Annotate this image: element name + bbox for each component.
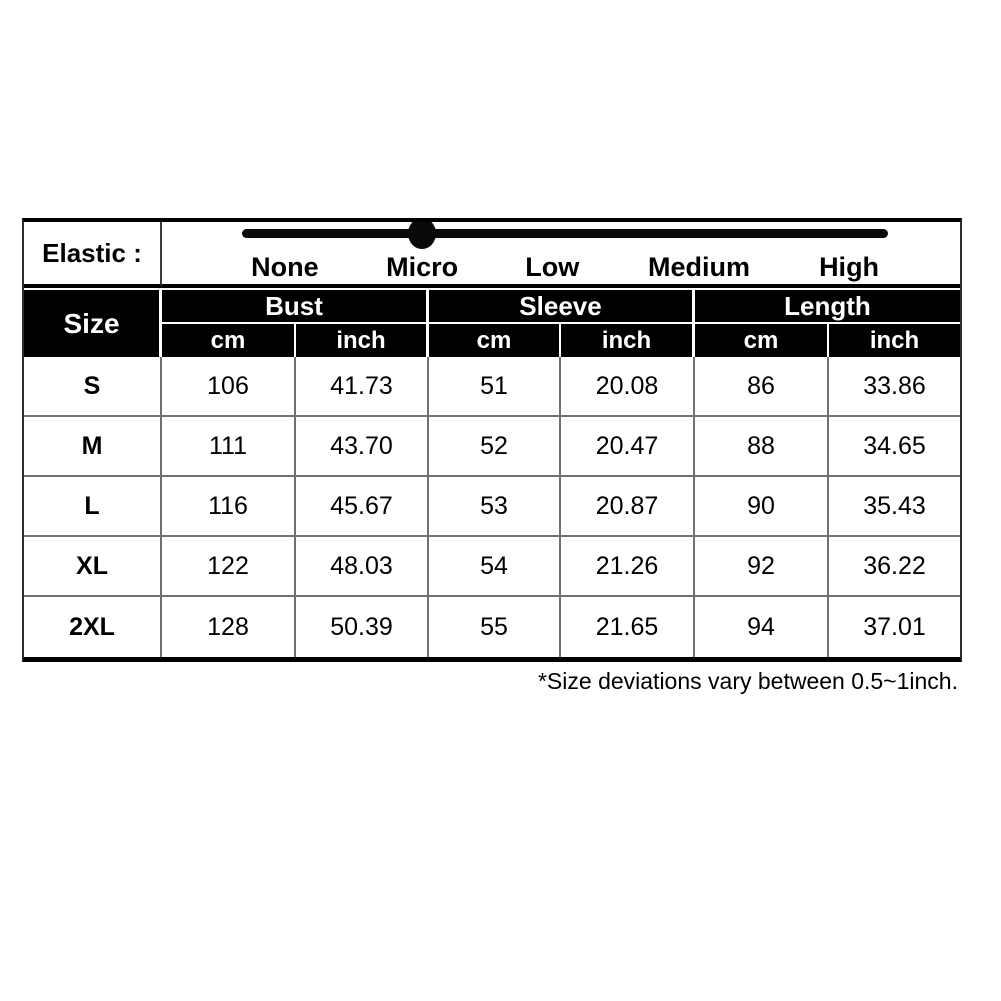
sleeve-cm-cell: 51 xyxy=(429,357,561,417)
sleeve-inch-cell: 20.87 xyxy=(561,477,695,537)
sleeve-inch-cell: 21.26 xyxy=(561,537,695,597)
bust-cm-cell: 111 xyxy=(162,417,296,477)
elastic-level-low: Low xyxy=(525,252,580,283)
sleeve-cm-cell: 55 xyxy=(429,597,561,657)
elastic-slider xyxy=(162,222,960,288)
bust-cm-cell: 106 xyxy=(162,357,296,417)
bust-cm-cell: 128 xyxy=(162,597,296,657)
length-cm-cell: 88 xyxy=(695,417,829,477)
sleeve-cm-cell: 53 xyxy=(429,477,561,537)
sleeve-cm-header: cm xyxy=(429,324,561,357)
length-inch-cell: 34.65 xyxy=(829,417,960,477)
size-cell: M xyxy=(24,417,162,477)
size-deviation-note: *Size deviations vary between 0.5~1inch. xyxy=(537,668,958,694)
length-inch-cell: 37.01 xyxy=(829,597,960,657)
elastic-level-micro: Micro xyxy=(386,252,459,283)
bust-inch-header: inch xyxy=(296,324,429,357)
elastic-level-medium: Medium xyxy=(648,252,751,283)
table-row-s xyxy=(24,357,960,417)
length-cm-cell: 92 xyxy=(695,537,829,597)
bust-inch-cell: 43.70 xyxy=(296,417,429,477)
length-inch-cell: 36.22 xyxy=(829,537,960,597)
elastic-slider-thumb[interactable] xyxy=(408,222,436,249)
size-chart-table xyxy=(22,218,962,662)
elastic-slider-track[interactable] xyxy=(242,229,888,238)
length-inch-cell: 33.86 xyxy=(829,357,960,417)
column-header-size: Size xyxy=(24,288,162,357)
table-row-m xyxy=(24,417,960,477)
bust-cm-cell: 116 xyxy=(162,477,296,537)
table-row-l xyxy=(24,477,960,537)
elastic-row xyxy=(24,222,960,288)
elastic-level-high: High xyxy=(819,252,880,283)
length-inch-header: inch xyxy=(829,324,960,357)
length-cm-header: cm xyxy=(695,324,829,357)
length-inch-cell: 35.43 xyxy=(829,477,960,537)
sleeve-cm-cell: 52 xyxy=(429,417,561,477)
size-cell: 2XL xyxy=(24,597,162,657)
size-cell: L xyxy=(24,477,162,537)
length-cm-cell: 90 xyxy=(695,477,829,537)
sleeve-inch-cell: 20.08 xyxy=(561,357,695,417)
header-units-row xyxy=(24,324,960,357)
length-cm-cell: 94 xyxy=(695,597,829,657)
header-group-row xyxy=(24,288,960,324)
bust-cm-cell: 122 xyxy=(162,537,296,597)
bust-inch-cell: 48.03 xyxy=(296,537,429,597)
table-row-2xl xyxy=(24,597,960,657)
length-cm-cell: 86 xyxy=(695,357,829,417)
column-group-bust: Bust xyxy=(162,288,429,324)
sleeve-inch-header: inch xyxy=(561,324,695,357)
table-row-xl xyxy=(24,537,960,597)
bust-inch-cell: 50.39 xyxy=(296,597,429,657)
column-group-sleeve: Sleeve xyxy=(429,288,695,324)
size-cell: S xyxy=(24,357,162,417)
sleeve-cm-cell: 54 xyxy=(429,537,561,597)
bust-inch-cell: 41.73 xyxy=(296,357,429,417)
elastic-label: Elastic : xyxy=(24,222,162,288)
sleeve-inch-cell: 21.65 xyxy=(561,597,695,657)
size-cell: XL xyxy=(24,537,162,597)
bust-inch-cell: 45.67 xyxy=(296,477,429,537)
sleeve-inch-cell: 20.47 xyxy=(561,417,695,477)
column-group-length: Length xyxy=(695,288,960,324)
bust-cm-header: cm xyxy=(162,324,296,357)
elastic-level-none: None xyxy=(251,252,319,283)
